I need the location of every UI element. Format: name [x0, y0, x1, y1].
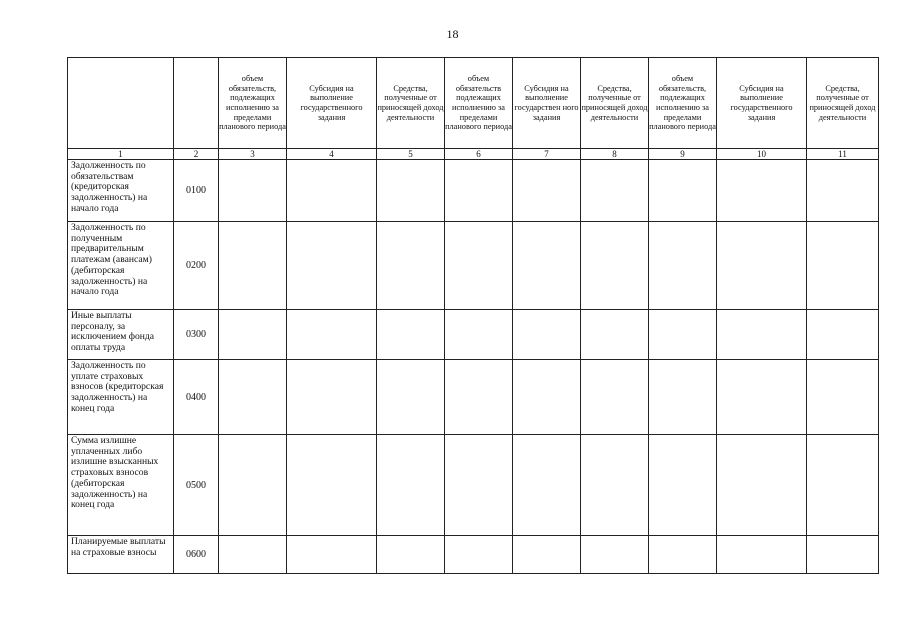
row-label: Планируемые выплаты на страховые взносы	[68, 536, 174, 574]
value-cell	[807, 222, 879, 310]
value-cell	[581, 435, 649, 536]
value-cell	[807, 360, 879, 435]
value-cell	[219, 222, 287, 310]
header-cell-5: Средства, полученные от приносящей доход деятельности	[377, 58, 445, 149]
column-number: 6	[445, 149, 513, 160]
value-cell	[649, 222, 717, 310]
value-cell	[377, 310, 445, 360]
header-cell-4: Субсидия на выполнение государственного задания	[287, 58, 377, 149]
table-header-row	[68, 58, 879, 149]
row-label: Задолженность по обязательствам (кредиторская задолженность) на начало года	[68, 160, 174, 222]
value-cell	[807, 536, 879, 574]
value-cell	[807, 310, 879, 360]
value-cell	[513, 222, 581, 310]
value-cell	[581, 222, 649, 310]
header-cell-3: объем обязательств, подлежащих исполнению за пределами планового периода	[219, 58, 287, 149]
table-row-0200	[68, 222, 879, 310]
value-cell	[377, 360, 445, 435]
value-cell	[513, 310, 581, 360]
value-cell	[377, 160, 445, 222]
header-cell-1	[68, 58, 174, 149]
value-cell	[445, 435, 513, 536]
value-cell	[581, 160, 649, 222]
column-number: 5	[377, 149, 445, 160]
column-number: 8	[581, 149, 649, 160]
value-cell	[717, 435, 807, 536]
value-cell	[287, 536, 377, 574]
value-cell	[513, 435, 581, 536]
table-row-0500	[68, 435, 879, 536]
row-label: Сумма излишне уплаченных либо излишне взысканных страховых взносов (дебиторская задолженность) на конец года	[68, 435, 174, 536]
value-cell	[287, 360, 377, 435]
value-cell	[219, 536, 287, 574]
value-cell	[219, 160, 287, 222]
column-number: 9	[649, 149, 717, 160]
value-cell	[219, 310, 287, 360]
column-number: 10	[717, 149, 807, 160]
value-cell	[717, 536, 807, 574]
column-number: 2	[174, 149, 219, 160]
value-cell	[513, 536, 581, 574]
value-cell	[649, 310, 717, 360]
header-cell-7: Субсидия на выполнение государствен ного задания	[513, 58, 581, 149]
table-row-0400	[68, 360, 879, 435]
table-row-0600	[68, 536, 879, 574]
value-cell	[581, 360, 649, 435]
value-cell	[807, 435, 879, 536]
value-cell	[445, 536, 513, 574]
value-cell	[287, 222, 377, 310]
budget-table	[67, 57, 879, 574]
value-cell	[513, 360, 581, 435]
value-cell	[649, 360, 717, 435]
row-label: Иные выплаты персоналу, за исключением фонда оплаты труда	[68, 310, 174, 360]
column-number: 4	[287, 149, 377, 160]
page-number: 18	[446, 27, 459, 41]
value-cell	[377, 222, 445, 310]
row-code: 0400	[174, 360, 219, 435]
value-cell	[219, 435, 287, 536]
value-cell	[581, 310, 649, 360]
value-cell	[649, 160, 717, 222]
value-cell	[445, 310, 513, 360]
row-label: Задолженность по уплате страховых взносов (кредиторская задолженность) на конец года	[68, 360, 174, 435]
value-cell	[717, 310, 807, 360]
table-row-0100	[68, 160, 879, 222]
row-code: 0600	[174, 536, 219, 574]
value-cell	[445, 222, 513, 310]
value-cell	[717, 222, 807, 310]
value-cell	[219, 360, 287, 435]
row-code: 0500	[174, 435, 219, 536]
table-row-0300	[68, 310, 879, 360]
column-number: 1	[68, 149, 174, 160]
value-cell	[807, 160, 879, 222]
value-cell	[649, 536, 717, 574]
row-code: 0200	[174, 222, 219, 310]
value-cell	[513, 160, 581, 222]
value-cell	[649, 435, 717, 536]
value-cell	[287, 435, 377, 536]
value-cell	[287, 310, 377, 360]
column-number: 7	[513, 149, 581, 160]
row-code: 0100	[174, 160, 219, 222]
value-cell	[377, 435, 445, 536]
header-cell-8: Средства, полученные от приносящей доход деятельности	[581, 58, 649, 149]
header-cell-10: Субсидия на выполнение государственного задания	[717, 58, 807, 149]
row-code: 0300	[174, 310, 219, 360]
header-cell-2	[174, 58, 219, 149]
header-cell-11: Средства, полученные от приносящей доход деятельности	[807, 58, 879, 149]
value-cell	[445, 160, 513, 222]
value-cell	[717, 360, 807, 435]
value-cell	[581, 536, 649, 574]
column-number: 11	[807, 149, 879, 160]
column-number-row	[68, 149, 879, 160]
value-cell	[287, 160, 377, 222]
row-label: Задолженность по полученным предварительным платежам (авансам) (дебиторская задолженность) на начало года	[68, 222, 174, 310]
header-cell-6: объем обязательств подлежащих исполнению за пределами планового периода	[445, 58, 513, 149]
value-cell	[717, 160, 807, 222]
header-cell-9: объем обязательств, подлежащих исполнению за пределами планового периода	[649, 58, 717, 149]
value-cell	[377, 536, 445, 574]
value-cell	[445, 360, 513, 435]
column-number: 3	[219, 149, 287, 160]
